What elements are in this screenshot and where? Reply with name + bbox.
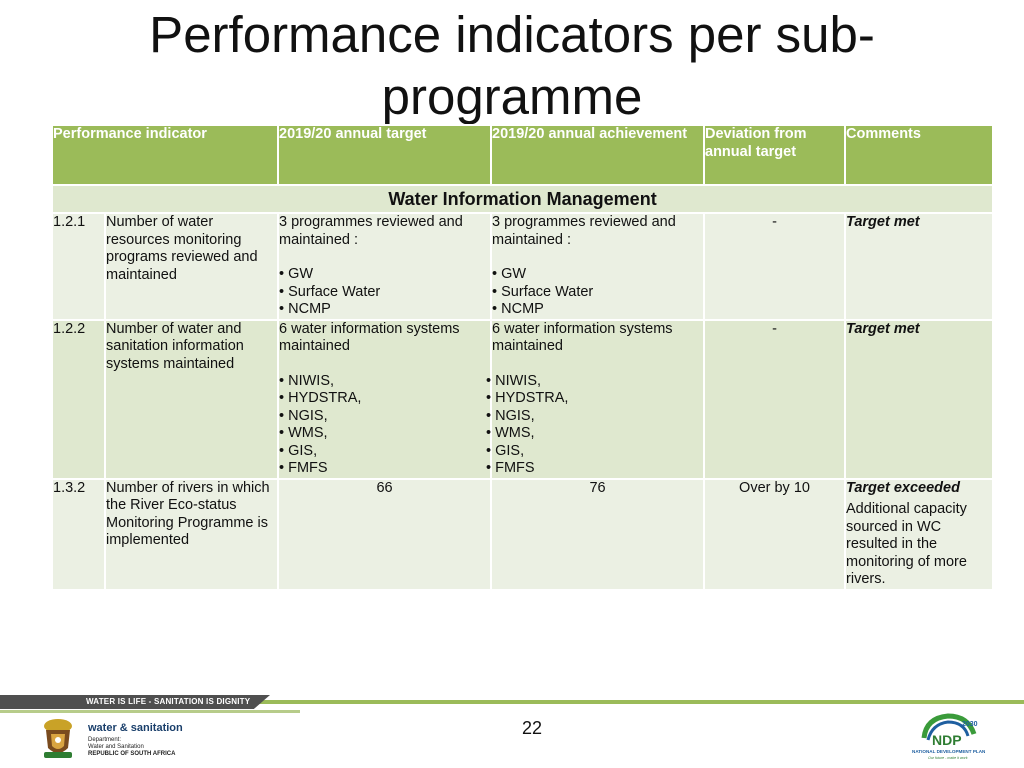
target-intro: 6 water information systems maintained: [279, 320, 460, 354]
list-item: • NCMP: [279, 301, 490, 319]
header-annual-target: 2019/20 annual target: [278, 125, 491, 185]
department-line-1: Department:: [88, 737, 122, 743]
row-number: 1.2.1: [52, 213, 105, 320]
table-header-row: [52, 125, 993, 185]
header-performance-indicator: Performance indicator: [52, 125, 278, 185]
row-deviation: -: [704, 320, 845, 479]
list-item: • NGIS,: [279, 408, 490, 426]
table-row: [52, 479, 993, 590]
achievement-list: [486, 373, 703, 478]
section-title: Water Information Management: [52, 185, 993, 213]
row-deviation: -: [704, 213, 845, 320]
list-item: • Surface Water: [279, 284, 490, 302]
row-target: [278, 213, 491, 320]
footer-light-stripe: [0, 710, 300, 713]
list-item: • GIS,: [486, 443, 703, 461]
list-item: • FMFS: [279, 460, 490, 478]
target-list: [279, 373, 490, 478]
target-list: [279, 266, 490, 319]
achievement-intro: 6 water information systems maintained: [492, 320, 673, 354]
achievement-intro: 3 programmes reviewed and maintained :: [492, 214, 676, 248]
row-indicator: Number of rivers in which the River Eco-status Monitoring Programme is implemented: [105, 479, 278, 590]
list-item: • FMFS: [486, 460, 703, 478]
footer-slogan: WATER IS LIFE - SANITATION IS DIGNITY: [86, 697, 251, 706]
comment-text: Additional capacity sourced in WC resulted in the monitoring of more rivers.: [846, 501, 967, 587]
achievement-list: [492, 266, 703, 319]
list-item: • Surface Water: [492, 284, 703, 302]
department-line-3: REPUBLIC OF SOUTH AFRICA: [88, 751, 176, 757]
row-deviation: Over by 10: [704, 479, 845, 590]
list-item: • HYDSTRA,: [486, 390, 703, 408]
comment-title: Target met: [846, 214, 920, 230]
list-item: • HYDSTRA,: [279, 390, 490, 408]
ndp-logo: [910, 712, 990, 764]
list-item: • GW: [492, 266, 703, 284]
performance-table: [51, 124, 994, 591]
row-comment: [845, 213, 993, 320]
row-target: [278, 320, 491, 479]
row-comment: [845, 479, 993, 590]
svg-text:2030: 2030: [962, 721, 978, 728]
row-target: 66: [278, 479, 491, 590]
list-item: • NIWIS,: [279, 373, 490, 391]
svg-text:NATIONAL DEVELOPMENT PLAN: NATIONAL DEVELOPMENT PLAN: [912, 749, 986, 754]
row-indicator: Number of water resources monitoring programs reviewed and maintained: [105, 213, 278, 320]
list-item: • NIWIS,: [486, 373, 703, 391]
list-item: • NCMP: [492, 301, 703, 319]
table-row: [52, 213, 993, 320]
page-number: 22: [522, 718, 543, 738]
list-item: • GW: [279, 266, 490, 284]
list-item: • WMS,: [486, 425, 703, 443]
page-title: [0, 4, 1024, 128]
department-name: water & sanitation: [88, 722, 183, 734]
svg-text:Our future - make it work: Our future - make it work: [928, 756, 968, 760]
footer-green-stripe: [250, 700, 1024, 704]
row-number: 1.3.2: [52, 479, 105, 590]
department-details: [88, 737, 183, 758]
coat-of-arms-icon: [38, 716, 78, 762]
list-item: • GIS,: [279, 443, 490, 461]
section-row: [52, 185, 993, 213]
title-line-1: Performance indicators per sub-: [149, 6, 875, 63]
row-number: 1.2.2: [52, 320, 105, 479]
row-achievement: [491, 320, 704, 479]
row-indicator: Number of water and sanitation information systems maintained: [105, 320, 278, 479]
department-logo: [88, 722, 183, 758]
target-intro: 3 programmes reviewed and maintained :: [279, 214, 463, 248]
list-item: • NGIS,: [486, 408, 703, 426]
title-line-2: programme: [381, 68, 643, 125]
header-annual-achievement: 2019/20 annual achievement: [491, 125, 704, 185]
department-line-2: Water and Sanitation: [88, 744, 144, 750]
list-item: • WMS,: [279, 425, 490, 443]
comment-title: Target exceeded: [846, 479, 960, 496]
row-comment: [845, 320, 993, 479]
comment-title: Target met: [846, 320, 920, 337]
row-achievement: [491, 213, 704, 320]
header-comments: Comments: [845, 125, 993, 185]
row-achievement: 76: [491, 479, 704, 590]
header-deviation: Deviation from annual target: [704, 125, 845, 185]
svg-text:NDP: NDP: [932, 732, 962, 748]
table-row: [52, 320, 993, 479]
